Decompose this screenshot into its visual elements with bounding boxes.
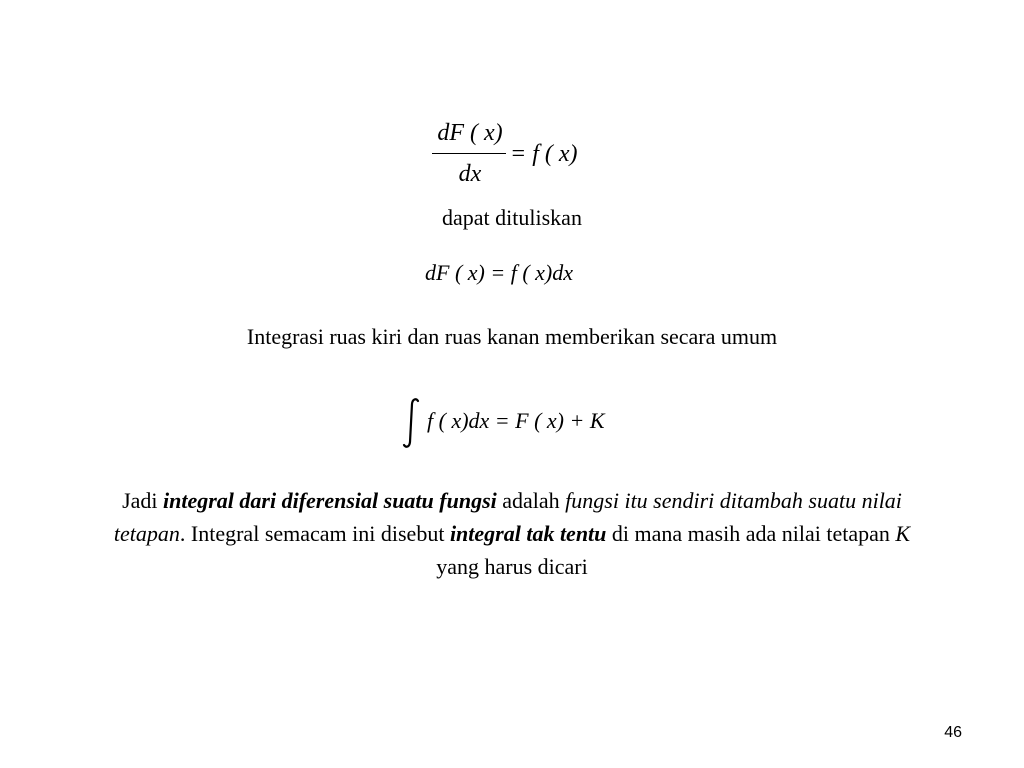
integral-expression: f ( x)dx = F ( x) + K xyxy=(427,408,605,433)
equation-right-side: = f ( x) xyxy=(510,141,578,167)
paragraph-part-7: di mana masih ada nilai tetapan xyxy=(606,521,896,546)
derivative-equation xyxy=(430,118,600,190)
fraction-numerator: dF ( x) xyxy=(437,120,503,146)
paragraph-part-9: yang harus dicari xyxy=(436,554,588,579)
integral-equation xyxy=(401,397,641,449)
paragraph-term-indefinite-integral: integral tak tentu xyxy=(449,521,607,546)
paragraph-part-1: Jadi xyxy=(122,488,164,513)
fraction-bar xyxy=(432,153,506,154)
differential-equation: dF ( x) = f ( x)dx xyxy=(425,260,573,285)
text-can-be-written: dapat dituliskan xyxy=(442,205,582,230)
paragraph-part-3: adalah xyxy=(496,488,566,513)
paragraph-function-plus-constant: fungsi itu sendiri ditambah suatu nilai tetapan xyxy=(113,488,902,546)
conclusion-paragraph xyxy=(100,484,924,583)
paragraph-constant-k: K xyxy=(895,521,911,546)
page-number: 46 xyxy=(944,724,962,741)
paragraph-term-integral-of-differential: integral dari diferensial suatu fungsi xyxy=(163,488,497,513)
integral-sign-icon xyxy=(401,397,421,449)
fraction-denominator: dx xyxy=(458,161,482,187)
text-integration: Integrasi ruas kiri dan ruas kanan memberikan secara umum xyxy=(246,324,778,349)
paragraph-part-5: . Integral semacam ini disebut xyxy=(179,521,450,546)
